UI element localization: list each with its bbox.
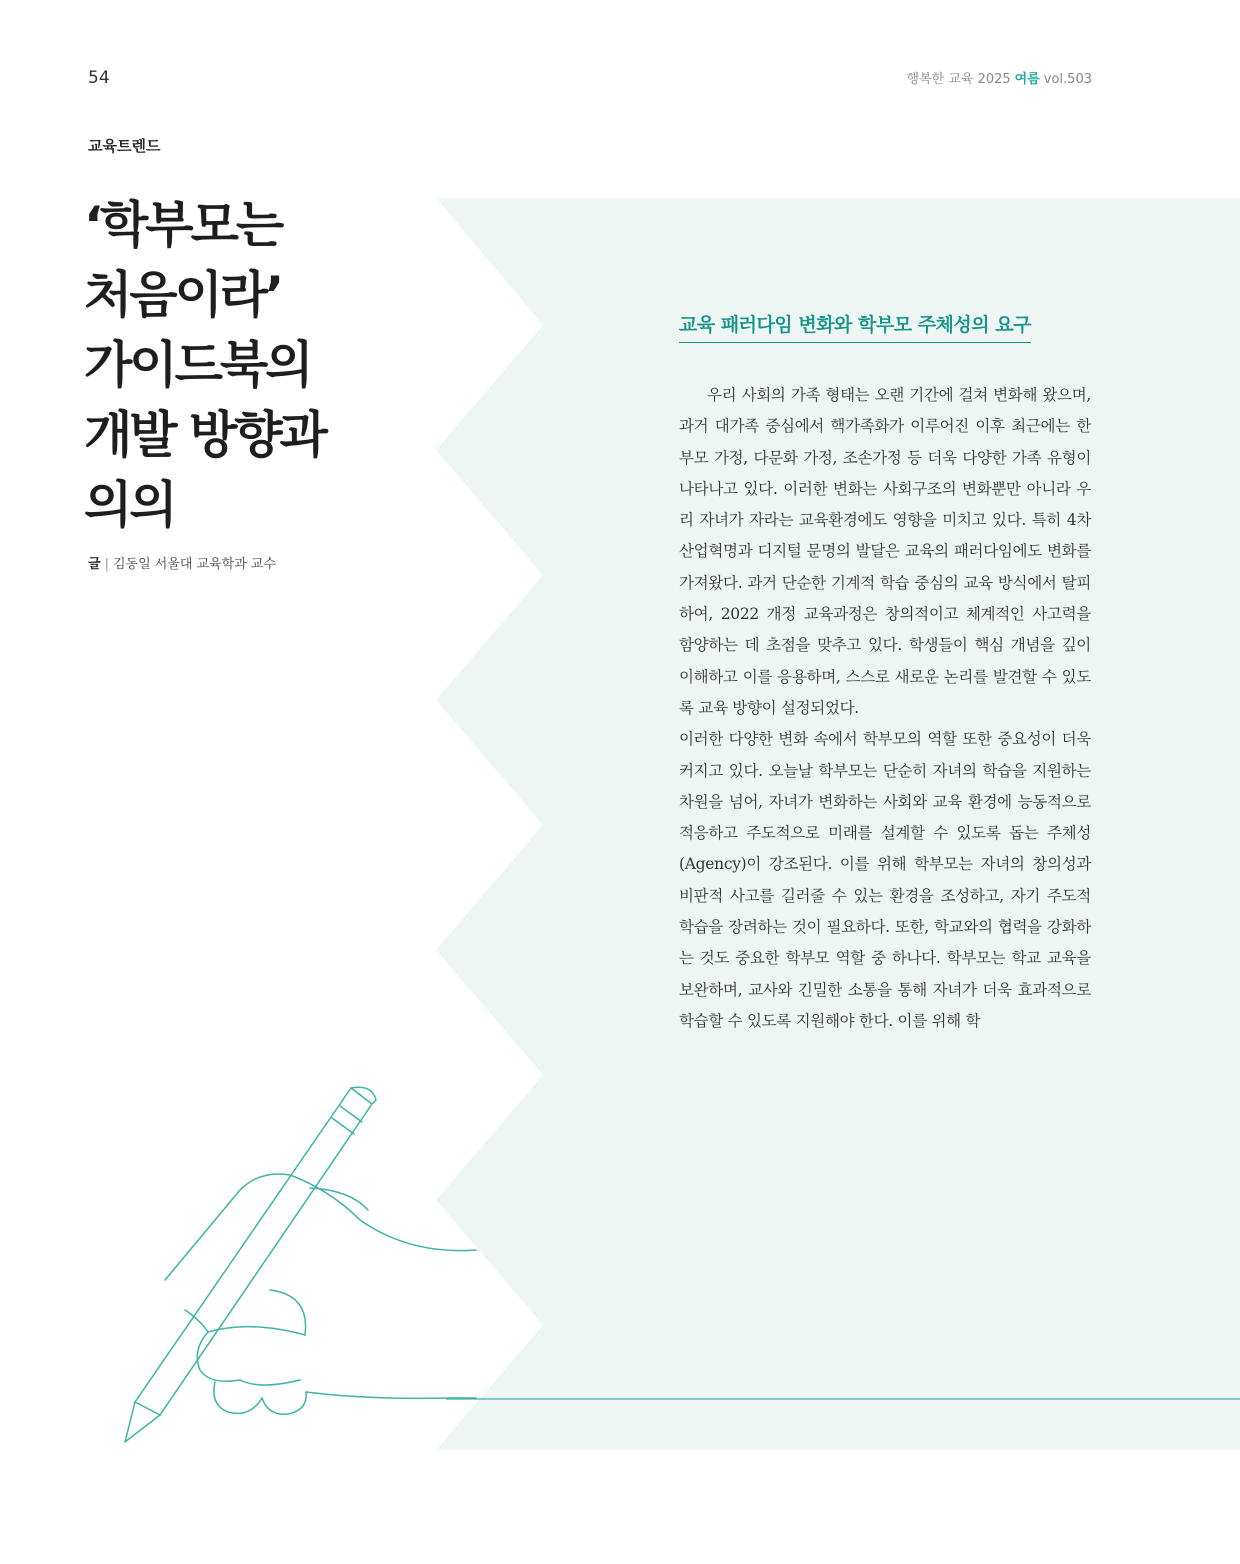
byline-author: 김동일 서울대 교육학과 교수 <box>112 557 277 572</box>
byline <box>88 553 276 572</box>
title-line: 가이드북의 <box>84 336 311 394</box>
volume-label: vol.503 <box>1043 72 1092 87</box>
article-body <box>679 380 1091 1037</box>
section-label: 교육트렌드 <box>88 137 161 155</box>
body-paragraph: 이러한 다양한 변화 속에서 학부모의 역할 또한 중요성이 더욱 커지고 있다. 오늘날 학부모는 단순히 자녀의 학습을 지원하는 차원을 넘어, 자녀가 변화하는 사회와 교육 환경에 능동적으로 적응하고 주도적으로 미래를 설계할 수 있도록 돕는 주체성(Agency)이 강조된다. 이를 위해 학부모는 자녀의 창의성과 비판적 사고를 길러줄 수 있는 환경을 조성하고, 자기 주도적 학습을 장려하는 것이 필요하다. 또한, 학교와의 협력을 강화하는 것도 중요한 학부모 역할 중 하나다. 학부모는 학교 교육을 보완하며, 교사와 긴밀한 소통을 통해 자녀가 더욱 효과적으로 학습할 수 있도록 지원해야 한다. 이를 위해 학 <box>679 730 1091 1030</box>
title-line: 처음이라’ <box>84 266 282 324</box>
body-paragraph: 우리 사회의 가족 형태는 오랜 기간에 걸쳐 변화해 왔으며, 과거 대가족 중심에서 핵가족화가 이루어진 이후 최근에는 한부모 가정, 다문화 가정, 조손가정 등 더욱 다양한 가족 유형이 나타나고 있다. 이러한 변화는 사회구조의 변화뿐만 아니라 우리 자녀가 자라는 교육환경에도 영향을 미치고 있다. 특히 4차 산업혁명과 디지털 문명의 발달은 교육의 패러다임에도 변화를 가져왔다. 과거 단순한 기계적 학습 중심의 교육 방식에서 탈피하여, 2022 개정 교육과정은 창의적이고 체계적인 사고력을 함양하는 데 초점을 맞추고 있다. 학생들이 핵심 개념을 깊이 이해하고 이를 응용하며, 스스로 새로운 논리를 발견할 수 있도록 교육 방향이 설정되었다. <box>679 386 1091 717</box>
byline-label: 글 <box>88 557 101 572</box>
title-line: 개발 방향과 <box>84 406 325 464</box>
magazine-name: 행복한 교육 2025 <box>906 72 1011 87</box>
season-label: 여름 <box>1014 72 1040 87</box>
byline-separator: | <box>104 557 109 572</box>
page-number: 54 <box>88 68 110 88</box>
title-line: 의의 <box>84 476 175 534</box>
section-subheading: 교육 패러다임 변화와 학부모 주체성의 요구 <box>679 310 1031 343</box>
running-header <box>907 68 1092 87</box>
hand-writing-with-pencil-icon <box>110 1080 490 1450</box>
article-title <box>84 190 325 540</box>
title-line: ‘학부모는 <box>84 196 282 254</box>
